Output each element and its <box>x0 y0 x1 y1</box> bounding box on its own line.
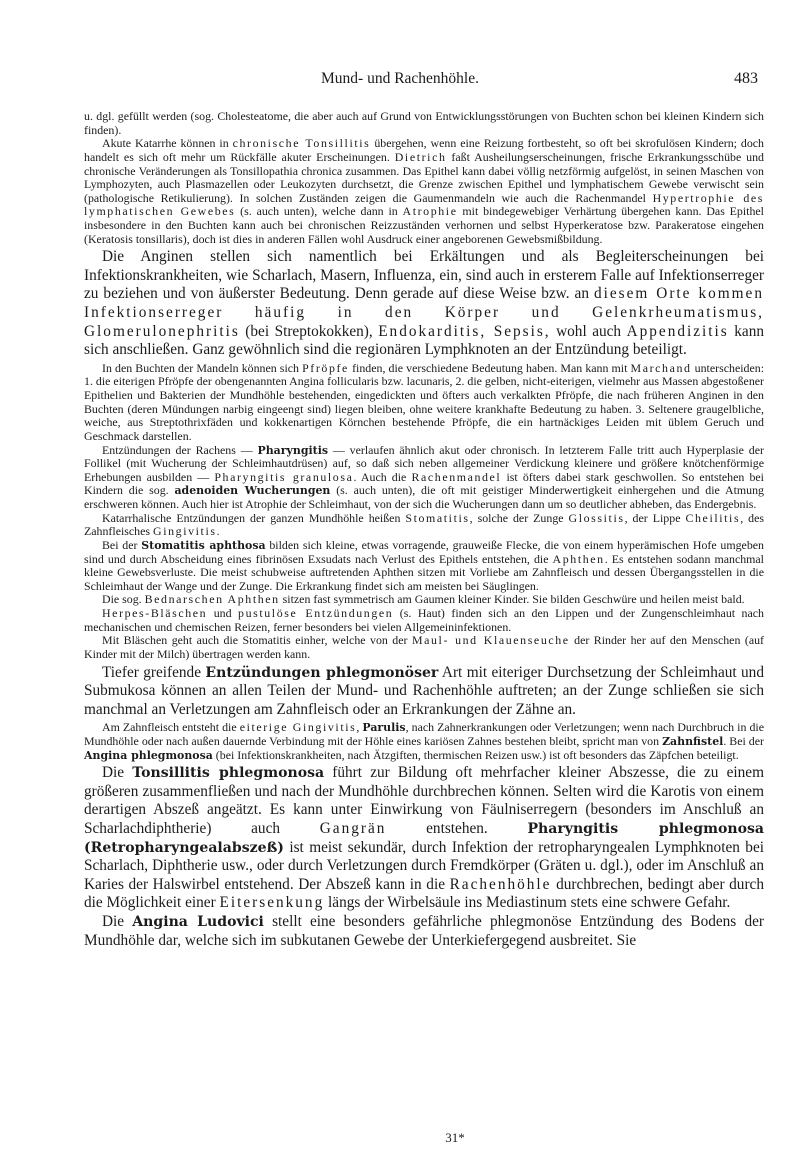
small-print-block-1 <box>84 110 764 246</box>
body-text <box>84 110 764 950</box>
paragraph: Die Anginen stellen sich namentlich bei Erkältungen und als Begleiterscheinungen bei Infektionskrankheiten, wie Scharlach, Masern, Influenza, ein, sind auch in ersterem Falle auf Infektionserreger zu beziehen und von äußerster Bedeutung. Denn gerade auf diese Weise bzw. an diesem Orte kommen Infektionserreger häufig in den Körper und Gelenkrheumatismus, Glomerulonephritis (bei Streptokokken), Endokarditis, Sepsis, wohl auch Appendizitis kann sich anschließen. Ganz gewöhnlich sind die regionären Lymphknoten an der Entzündung beteiligt. <box>84 248 764 359</box>
paragraph: Die Tonsillitis phlegmonosa führt zur Bildung oft mehrfacher kleiner Abszesse, die zu einem größeren zusammenfließen und nach der Mundhöhle durchbrechen können. Selten wird die Karotis von einem derartigen Abszeß angeätzt. Es kann unter Einwirkung von Fäulniserregern (besonders im Anschluß an Scharlachdiphtherie) auch Gangrän entstehen. Pharyngitis phlegmonosa (Retropharyngealabszeß) ist meist sekundär, durch Infektion der retropharyngealen Lymphknoten bei Scharlach, Diphtherie usw., oder durch Verletzungen durch Fremdkörper (Gräten u. dgl.), oder im Anschluß an Karies der Halswirbel entstehend. Der Abszeß kann in die Rachenhöhle durchbrechen, bedingt aber durch die Möglichkeit einer Eitersenkung längs der Wirbelsäule ins Mediastinum stets eine schwere Gefahr. <box>84 764 764 912</box>
paragraph: Bei der Stomatitis aphthosa bilden sich kleine, etwas vorragende, grauweiße Flecke, die von einem hyperämischen Hofe umgeben sind und durch Abscheidung eines fibrinösen Exsudats nach Verlust des Epithels entstehen, die Aphthen. Es entstehen sodann manchmal kleine Gewebsverluste. Die meist schubweise auftretenden Aphthen sitzen mit Vorliebe am Zahnfleisch und dessen Übergangsstellen in die Schleimhaut der Wange und der Zunge. Die Erkrankung findet sich am meisten bei Säuglingen. <box>84 537 764 593</box>
large-print-block-2 <box>84 664 764 720</box>
paragraph: Katarrhalische Entzündungen der ganzen Mundhöhle heißen Stomatitis, solche der Zunge Glossitis, der Lippe Cheilitis, des Zahnfleisches Gingivitis. <box>84 510 765 539</box>
chapter-title: Mund- und Rachenhöhle. <box>321 70 479 87</box>
page-number: 483 <box>734 70 758 87</box>
paragraph: Akute Katarrhe können in chronische Tonsillitis übergehen, wenn eine Reizung fortbesteht, so oft bei skrofulösen Kindern; doch handelt es sich oft mehr um Rückfälle akuter Erscheinungen. Dietrich faßt Ausheilungserscheinungen, frische Erkrankungsschübe und chronische Veränderungen als Tonsillopathia chronica zusammen. Das Epithel kann dabei völlig netzförmig aufgelöst, in seinen Maschen von Lymphozyten, auch Plasmazellen oder Leukozyten durchsetzt, die Grenze zwischen Epithel und lymphatischem Gewebe verwischt sein (pathologische Retikulierung). In solchen Zuständen zeigen die Gaumenmandeln wie auch die Rachenmandel Hypertrophie des lymphatischen Gewebes (s. auch unten), welche dann in Atrophie mit bindegewebiger Verhärtung übergehen kann. Das Epithel insbesondere in den Buchten kann auch bei chronischen Reizzuständen verhornen und selbst Hyperkeratose bzw. Parakeratose eingehen (Keratosis tonsillaris), doch ist dies in anderen Fällen wohl Ausdruck einer angeborenen Gewebsmißbildung. <box>84 136 764 246</box>
paragraph: Herpes-Bläschen und pustulöse Entzündungen (s. Haut) finden sich an den Lippen und der Zungenschleimhaut nach mechanischen und chemischen Reizen, ferner besonders bei vielen Allgemeininfektionen. <box>84 606 765 634</box>
paragraph: Tiefer greifende Entzündungen phlegmonöser Art mit eiteriger Durchsetzung der Schleimhaut und Submukosa können an allen Teilen der Mund- und Rachenhöhle auftreten; an der Zunge schließen sie sich manchmal an Verletzungen am Zahnfleisch oder an Erkrankungen der Zähne an. <box>84 663 764 718</box>
sheet-signature: 31* <box>445 1130 465 1145</box>
large-print-block-1 <box>84 248 764 360</box>
paragraph: Am Zahnfleisch entsteht die eiterige Gingivitis, Parulis, nach Zahnerkrankungen oder Verletzungen; wenn nach Durchbruch in die Mundhöhle oder nach außen dauernde Verbindung mit der Höhle eines kariösen Zahnes bestehen bleibt, spricht man von Zahnfistel. Bei der Angina phlegmonosa (bei Infektionskrankheiten, nach Ätzgiften, thermischen Reizen usw.) ist oft besonders das Zäpfchen beteiligt. <box>84 720 764 762</box>
running-header <box>0 70 800 94</box>
small-print-block-3 <box>84 721 764 762</box>
large-print-block-3 <box>84 764 764 950</box>
paragraph: Die sog. Bednarschen Aphthen sitzen fast symmetrisch am Gaumen kleiner Kinder. Sie bilden Geschwüre und heilen meist bald. <box>102 592 745 607</box>
paragraph: Mit Bläschen geht auch die Stomatitis einher, welche von der Maul- und Klauenseuche der Rinder her auf den Menschen (auf Kinder mit der Milch) übertragen werden kann. <box>84 633 764 661</box>
small-print-block-2 <box>84 362 764 662</box>
paragraph: In den Buchten der Mandeln können sich Pfröpfe finden, die verschiedene Bedeutung haben. Man kann mit Marchand unterscheiden: 1. die eiterigen Pfröpfe der obengenannten Angina follicularis bzw. lacunaris, 2. die gelben, nicht-eiterigen, vielmehr aus Massen abgestoßener Epithelien und Bakterien der Mundhöhle bestehenden, eingedickten und öfters auch verkalkten Pfröpfe, die nach früheren Anginen in den Buchten (deren Mündungen narbig eingeengt sind) liegen bleiben, ohne weitere krankhafte Bedeutung zu haben. 3. Seltenere graugelbliche, weiche, aus Streptothrixfäden und kokkenartigen Körnchen bestehende Pfröpfe, die ein hartnäckiges Leiden mit üblem Geruch und Geschmack darstellen. <box>84 360 764 443</box>
paragraph: u. dgl. gefüllt werden (sog. Cholesteatome, die aber auch auf Grund von Entwicklungsstörungen von Buchten schon bei kleinen Kindern sich finden). <box>84 109 764 137</box>
paragraph: Entzündungen der Rachens — Pharyngitis — verlaufen ähnlich akut oder chronisch. In letzterem Falle tritt auch Hyperplasie der Follikel (mit Wucherung der Schleimhautdrüsen) auf, so daß sich neben allgemeiner Verdickung kleinere und größere knötchenförmige Erhebungen ausbilden — Pharyngitis granulosa. Auch die Rachenmandel ist öfters dabei stark geschwollen. So entstehen bei Kindern die sog. adenoiden Wucherungen (s. auch unten), die oft mit geistiger Minderwertigkeit einhergehen und die Atmung erschweren können. Auch hier ist Atrophie der Schleimhaut, von der sich die Wucherungen dann um so deutlicher abheben, das Endergebnis. <box>84 442 764 512</box>
paragraph: Die Angina Ludovici stellt eine besonders gefährliche phlegmonöse Entzündung des Bodens der Mundhöhle dar, welche sich im subkutanen Gewebe der Unterkiefergegend ausbreitet. Sie <box>84 912 764 949</box>
